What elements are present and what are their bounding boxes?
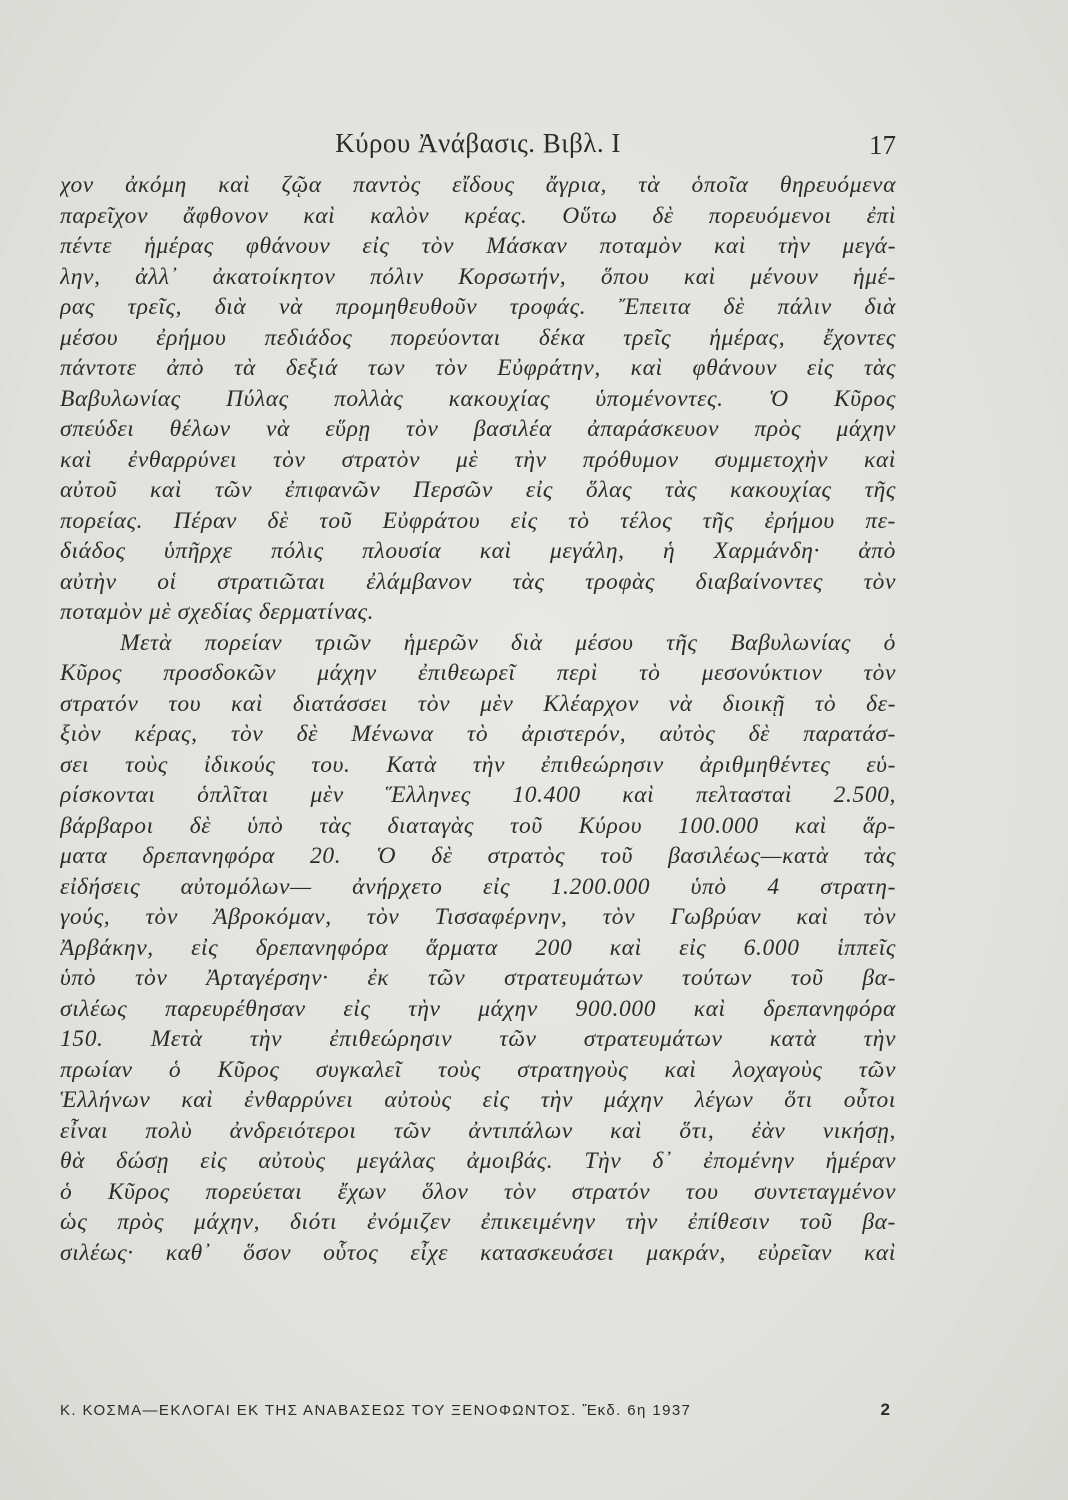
text-line: σιλέως· καθ᾿ ὅσον οὗτος εἶχε κατασκευάσει μακράν, εὐρεῖαν καὶ xyxy=(60,1239,896,1266)
text-line: ὑπὸ τὸν Ἀρταγέρσην· ἐκ τῶν στρατευμάτων τούτων τοῦ βα- xyxy=(60,965,896,991)
text-line: πάντοτε ἀπὸ τὰ δεξιά των τὸν Εὐφράτην, καὶ φθάνουν εἰς τὰς xyxy=(60,355,896,381)
text-line: σει τοὺς ἰδικούς του. Κατὰ τὴν ἐπιθεώρησιν ἀριθμηθέντες εὑ- xyxy=(60,751,896,778)
text-line: μέσου ἐρήμου πεδιάδος πορεύονται δέκα τρεῖς ἡμέρας, ἔχοντες xyxy=(60,324,896,351)
text-line: ματα δρεπανηφόρα 20. Ὁ δὲ στρατὸς τοῦ βασιλέως—κατὰ τὰς xyxy=(60,843,896,869)
text-line: σιλέως παρευρέθησαν εἰς τὴν μάχην 900.000 καὶ δρεπανηφόρα xyxy=(60,995,896,1022)
text-line: 150. Μετὰ τὴν ἐπιθεώρησιν τῶν στρατευμάτων κατὰ τὴν xyxy=(60,1026,896,1052)
text-line: χον ἀκόμη καὶ ζῷα παντὸς εἴδους ἄγρια, τὰ ὁποῖα θηρευόμενα xyxy=(60,172,896,198)
text-line: γούς, τὸν Ἀβροκόμαν, τὸν Τισσαφέρνην, τὸν Γωβρύαν καὶ τὸν xyxy=(60,904,896,930)
paragraph-start-line: Μετὰ πορείαν τριῶν ἡμερῶν διὰ μέσου τῆς Βαβυλωνίας ὁ xyxy=(120,629,896,656)
signature-mark: 2 xyxy=(880,1400,890,1419)
body-text xyxy=(60,170,896,1268)
text-line: λην, ἀλλ᾿ ἀκατοίκητον πόλιν Κορσωτήν, ὅπου καὶ μένουν ἡμέ- xyxy=(60,263,896,290)
text-line: παρεῖχον ἄφθονον καὶ καλὸν κρέας. Οὕτω δὲ πορευόμενοι ἐπὶ xyxy=(60,202,896,229)
page-footer xyxy=(60,1402,896,1426)
text-line: στρατόν του καὶ διατάσσει τὸν μὲν Κλέαρχον νὰ διοικῇ τὸ δε- xyxy=(60,690,896,717)
text-line: πρωίαν ὁ Κῦρος συγκαλεῖ τοὺς στρατηγοὺς καὶ λοχαγοὺς τῶν xyxy=(60,1056,896,1083)
text-line: ρας τρεῖς, διὰ νὰ προμηθευθοῦν τροφάς. Ἔπειτα δὲ πάλιν διὰ xyxy=(60,294,896,320)
text-line: σπεύδει θέλων νὰ εὕρῃ τὸν βασιλέα ἀπαράσκευον πρὸς μάχην xyxy=(60,416,896,442)
text-line: Ἀρβάκην, εἰς δρεπανηφόρα ἅρματα 200 καὶ εἰς 6.000 ἱππεῖς xyxy=(60,934,896,961)
text-line: ὁ Κῦρος πορεύεται ἔχων ὅλον τὸν στρατόν του συντεταγμένον xyxy=(60,1178,896,1205)
text-line: βάρβαροι δὲ ὑπὸ τὰς διαταγὰς τοῦ Κύρου 100.000 καὶ ἅρ- xyxy=(60,812,896,839)
text-line: Βαβυλωνίας Πύλας πολλὰς κακουχίας ὑπομένοντες. Ὁ Κῦρος xyxy=(60,385,896,412)
text-line: διάδος ὑπῆρχε πόλις πλουσία καὶ μεγάλη, ἡ Χαρμάνδη· ἀπὸ xyxy=(60,538,896,564)
text-line: πορείας. Πέραν δὲ τοῦ Εὐφράτου εἰς τὸ τέλος τῆς ἐρήμου πε- xyxy=(60,507,896,534)
page-number: 17 xyxy=(869,130,896,160)
text-line: ξιὸν κέρας, τὸν δὲ Μένωνα τὸ ἀριστερόν, αὐτὸς δὲ παρατάσ- xyxy=(60,721,896,747)
text-line: θὰ δώσῃ εἰς αὐτοὺς μεγάλας ἀμοιβάς. Τὴν δ᾿ ἐπομένην ἡμέραν xyxy=(60,1148,896,1174)
text-line: εἶναι πολὺ ἀνδρειότεροι τῶν ἀντιπάλων καὶ ὅτι, ἐὰν νικήσῃ, xyxy=(60,1117,896,1144)
text-line: πέντε ἡμέρας φθάνουν εἰς τὸν Μάσκαν ποταμὸν καὶ τὴν μεγά- xyxy=(60,233,896,259)
text-line: ὡς πρὸς μάχην, διότι ἐνόμιζεν ἐπικειμένην τὴν ἐπίθεσιν τοῦ βα- xyxy=(60,1209,896,1235)
text-line: εἰδήσεις αὐτομόλων— ἀνήρχετο εἰς 1.200.000 ὑπὸ 4 στρατη- xyxy=(60,873,896,900)
text-line: Κῦρος προσδοκῶν μάχην ἐπιθεωρεῖ περὶ τὸ μεσονύκτιον τὸν xyxy=(60,660,896,686)
page-header xyxy=(60,128,896,168)
text-line: Ἑλλήνων καὶ ἐνθαρρύνει αὐτοὺς εἰς τὴν μάχην λέγων ὅτι οὗτοι xyxy=(60,1087,896,1113)
text-line: ρίσκονται ὁπλῖται μὲν Ἕλληνες 10.400 καὶ πελτασταὶ 2.500, xyxy=(60,782,896,808)
running-title: Κύρου Ἀνάβασις. Βιβλ. Ι xyxy=(335,128,621,158)
imprint-line: Κ. ΚΟΣΜΑ—ΕΚΛΟΓΑΙ ΕΚ ΤΗΣ ΑΝΑΒΑΣΕΩΣ ΤΟΥ ΞΕΝΟΦΩΝΤΟΣ. Ἔκδ. 6η 1937 xyxy=(60,1402,692,1419)
paragraph-end-line: ποταμὸν μὲ σχεδίας δερματίνας. xyxy=(60,599,375,625)
text-line: αὐτὴν οἱ στρατιῶται ἐλάμβανον τὰς τροφὰς διαβαίνοντες τὸν xyxy=(60,568,896,595)
text-line: αὐτοῦ καὶ τῶν ἐπιφανῶν Περσῶν εἰς ὅλας τὰς κακουχίας τῆς xyxy=(60,477,896,503)
text-line: καὶ ἐνθαρρύνει τὸν στρατὸν μὲ τὴν πρόθυμον συμμετοχὴν καὶ xyxy=(60,446,896,473)
